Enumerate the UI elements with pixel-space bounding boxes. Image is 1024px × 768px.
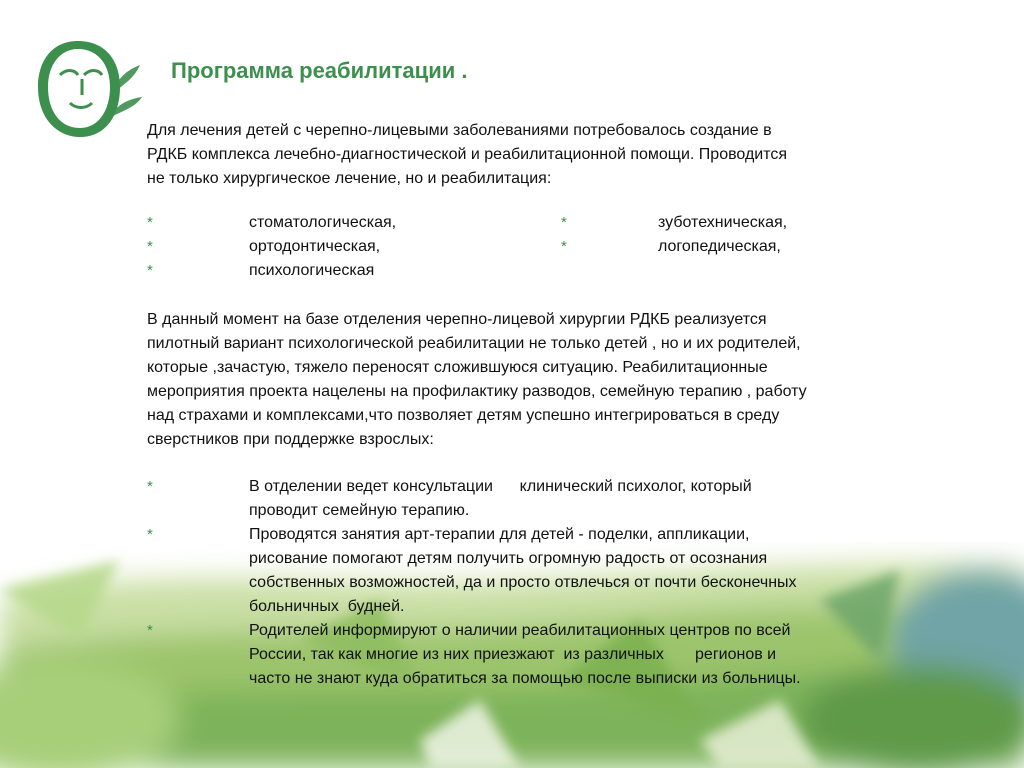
bullet-marker: * <box>147 526 153 543</box>
bullet-line: проводит семейную терапию. <box>249 502 470 519</box>
rehab-type-item: психологическая <box>249 262 375 279</box>
bullet-marker: * <box>147 478 153 495</box>
paragraph-line: мероприятия проекта нацелены на профилактику разводов, семейную терапию , работу <box>147 383 807 400</box>
rehab-type-item: стоматологическая, <box>249 214 397 231</box>
intro-line: Для лечения детей с черепно-лицевыми заболеваниями потребовалось создание в <box>147 122 772 139</box>
paragraph-line: над страхами и комплексами,что позволяет детям успешно интегрироваться в среду <box>147 407 780 424</box>
program-description-paragraph <box>147 308 917 452</box>
bullet-line: рисование помогают детям получить огромную радость от осознания <box>249 550 768 567</box>
paragraph-line: пилотный вариант психологической реабилитации не только детей , но и их родителей, <box>147 335 801 352</box>
bullet-marker: * <box>147 262 153 279</box>
intro-line: РДКБ комплекса лечебно-диагностической и реабилитационной помощи. Проводится <box>147 146 788 163</box>
bullet-line: больничных будней. <box>249 598 405 615</box>
rehab-type-item: зуботехническая, <box>658 214 788 231</box>
bullet-marker: * <box>147 622 153 639</box>
bullet-marker: * <box>561 238 567 255</box>
rehab-type-item: ортодонтическая, <box>249 238 381 255</box>
bullet-line: Проводятся занятия арт-терапии для детей - поделки, аппликации, <box>249 526 750 543</box>
bullet-line: собственных возможностей, да и просто отвлечься от почти бесконечных <box>249 574 797 591</box>
bullet-marker: * <box>147 238 153 255</box>
paragraph-line: которые ,зачастую, тяжело переносят сложившуюся ситуацию. Реабилитационные <box>147 359 768 376</box>
bullet-item <box>249 523 929 619</box>
rehab-type-item: логопедическая, <box>658 238 781 255</box>
bullet-marker: * <box>147 214 153 231</box>
page-title: Программа реабилитации . <box>171 58 468 83</box>
bullet-marker: * <box>561 214 567 231</box>
paragraph-line: В данный момент на базе отделения черепно-лицевой хирургии РДКБ реализуется <box>147 311 767 328</box>
bullet-line: В отделении ведет консультации клинический психолог, который <box>249 478 752 495</box>
bullet-line: часто не знают куда обратиться за помощью после выписки из больницы. <box>249 670 801 687</box>
intro-line: не только хирургическое лечение, но и реабилитация: <box>147 170 552 187</box>
face-leaf-logo-icon <box>30 35 145 145</box>
bullet-line: Родителей информируют о наличии реабилитационных центров по всей <box>249 622 791 639</box>
paragraph-line: сверстников при поддержке взрослых: <box>147 431 434 448</box>
bullet-line: России, так как многие из них приезжают из различных регионов и <box>249 646 777 663</box>
bullet-item <box>249 619 929 691</box>
intro-paragraph <box>147 119 917 191</box>
bullet-item <box>249 475 929 523</box>
